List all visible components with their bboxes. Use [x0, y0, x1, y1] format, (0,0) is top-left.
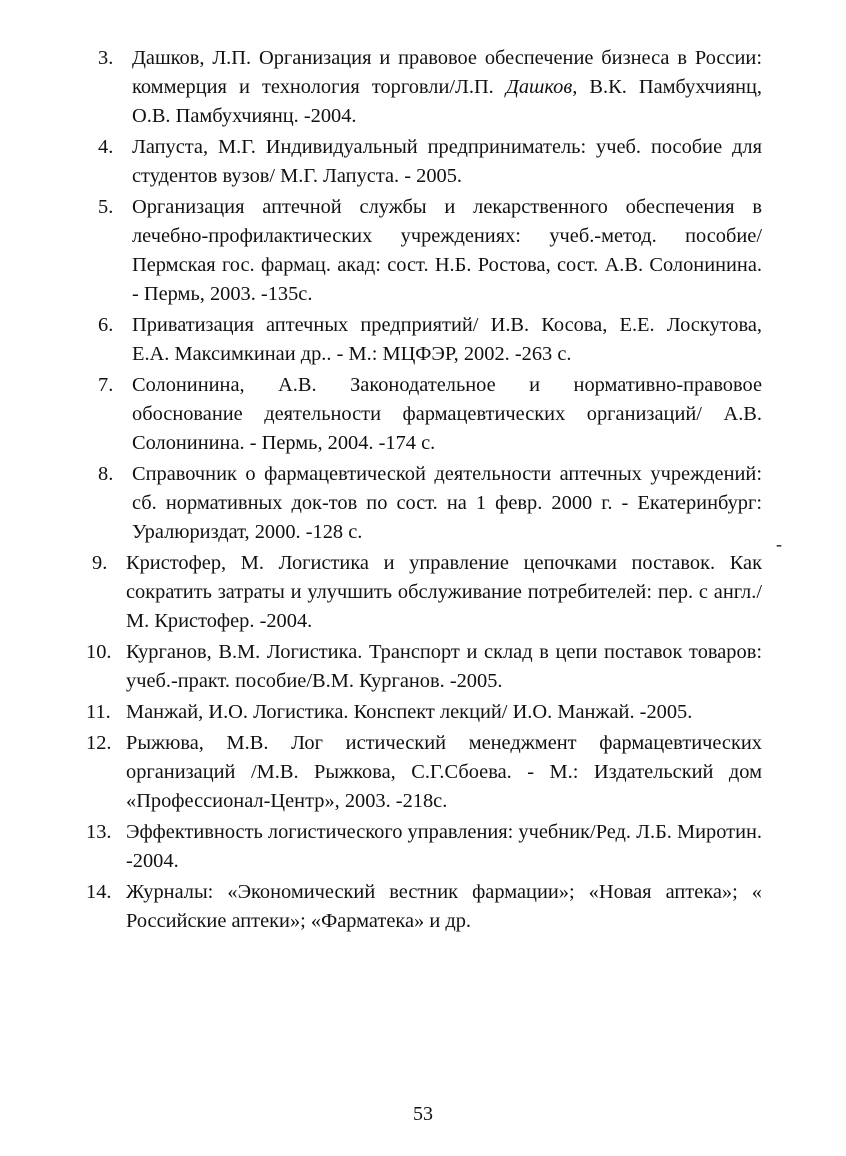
reference-number: 14.	[86, 881, 112, 903]
reference-text: Кристофер, М. Логистика и управление цепочками поставок. Как сократить затраты и улучшить обслуживание потребителей: пер. с англ./М. Кристофер. -2004.	[126, 552, 762, 632]
reference-number: 10.	[86, 641, 112, 663]
reference-number: 12.	[86, 732, 112, 754]
reference-item-8	[86, 460, 762, 547]
author-italic: Дашков,	[505, 76, 578, 98]
reference-number: 7.	[98, 374, 114, 396]
reference-item-4	[86, 133, 762, 191]
reference-text: Приватизация аптечных предприятий/ И.В. Косова, Е.Е. Лоскутова, Е.А. Максимкинаи др.. - М.: МЦФЭР, 2002. -263 с.	[132, 314, 762, 365]
margin-dash: -	[776, 534, 782, 554]
reference-item-3	[86, 44, 762, 131]
reference-item-14	[86, 878, 762, 936]
reference-text: Рыжюва, М.В. Лог истический менеджмент фармацевтических организаций /М.В. Рыжкова, С.Г.Сбоева. - М.: Издательский дом «Профессионал-Центр», 2003. -218с.	[126, 732, 762, 812]
reference-text: Лапуста, М.Г. Индивидуальный предприниматель: учеб. пособие для студентов вузов/ М.Г. Лапуста. - 2005.	[132, 136, 762, 187]
reference-text: Справочник о фармацевтической деятельности аптечных учреждений: сб. нормативных док-тов по сост. на 1 февр. 2000 г. - Екатеринбург: Уралюриздат, 2000. -128 с.	[132, 463, 762, 543]
reference-text: Дашков, Л.П. Организация и правовое обеспечение бизнеса в России: коммерция и технология торговли/Л.П. Дашков, В.К. Памбухчиянц, О.В. Памбухчиянц. -2004.	[132, 47, 762, 127]
reference-list	[86, 44, 762, 938]
reference-number: 11.	[86, 701, 111, 723]
reference-item-12	[86, 729, 762, 816]
reference-item-13	[86, 818, 762, 876]
reference-text: Организация аптечной службы и лекарственного обеспечения в лечебно-профилактических учреждениях: учеб.-метод. пособие/ Пермская гос. фармац. акад: сост. Н.Б. Ростова, сост. А.В. Солонинина. - Пермь, 2003. -135с.	[132, 196, 762, 305]
reference-number: 13.	[86, 821, 112, 843]
reference-number: 3.	[98, 47, 114, 69]
page-number: 53	[413, 1103, 433, 1125]
reference-item-11	[86, 698, 762, 727]
reference-number: 9.	[92, 552, 108, 574]
reference-text: Эффективность логистического управления: учебник/Ред. Л.Б. Миротин. -2004.	[126, 821, 762, 872]
reference-item-7	[86, 371, 762, 458]
reference-text: Курганов, В.М. Логистика. Транспорт и склад в цепи поставок товаров: учеб.-практ. пособие/В.М. Курганов. -2005.	[126, 641, 762, 692]
reference-number: 6.	[98, 314, 114, 336]
reference-item-10	[86, 638, 762, 696]
reference-text: Манжай, И.О. Логистика. Конспект лекций/ И.О. Манжай. -2005.	[126, 701, 693, 723]
reference-text: Солонинина, А.В. Законодательное и нормативно-правовое обоснование деятельности фармацевтических организаций/ А.В. Солонинина. - Пермь, 2004. -174 с.	[132, 374, 762, 454]
reference-item-5	[86, 193, 762, 309]
reference-number: 5.	[98, 196, 114, 218]
reference-number: 4.	[98, 136, 114, 158]
reference-item-9	[86, 549, 762, 636]
reference-text: Журналы: «Экономический вестник фармации»; «Новая аптека»; « Российские аптеки»; «Фарматека» и др.	[126, 881, 762, 932]
reference-item-6	[86, 311, 762, 369]
reference-number: 8.	[98, 463, 114, 485]
